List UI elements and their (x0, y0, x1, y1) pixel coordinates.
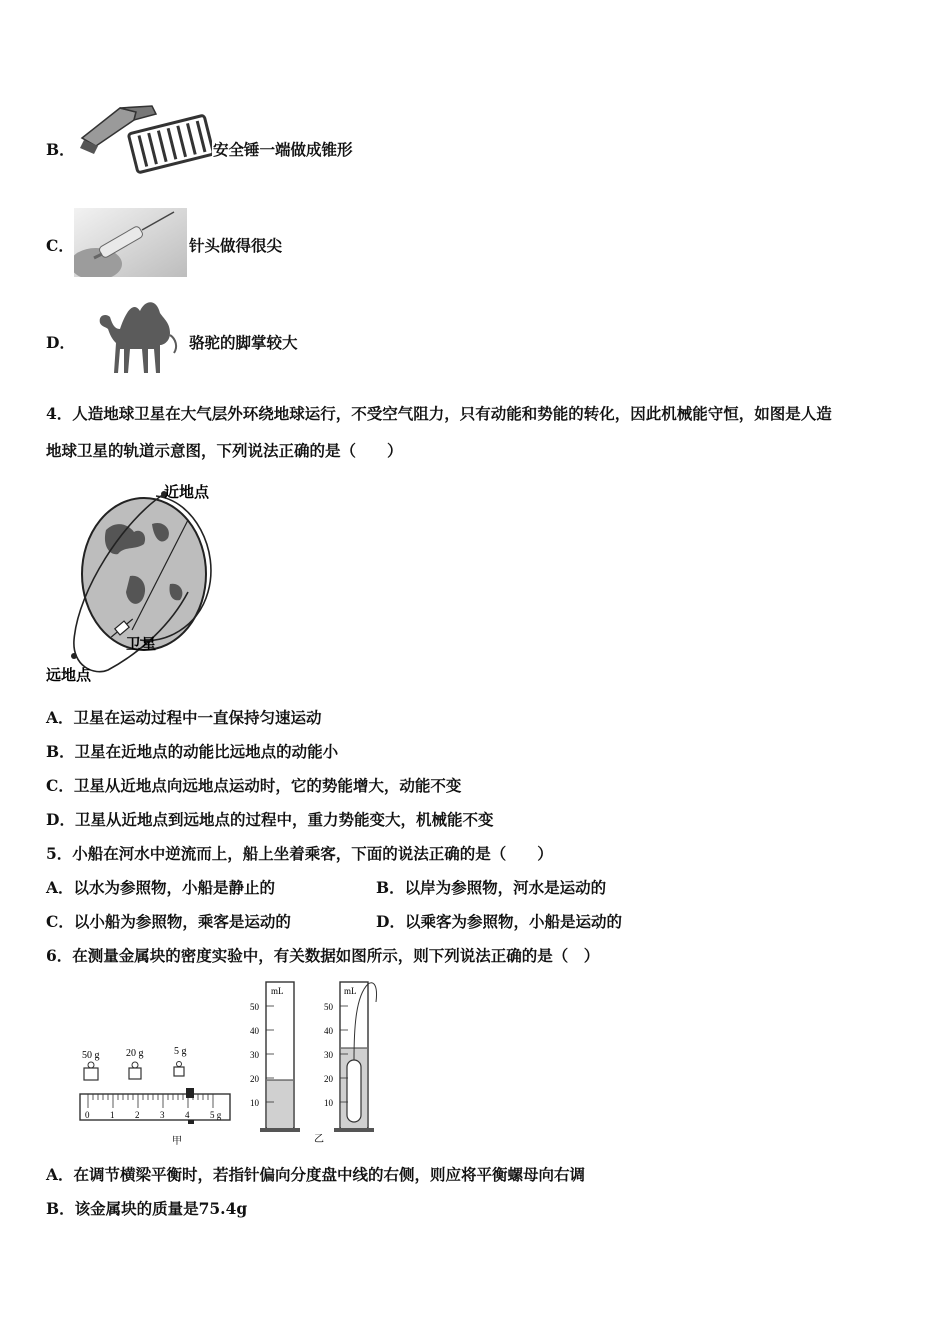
svg-text:40: 40 (324, 1026, 333, 1036)
weight-50g-label: 50 g (82, 1050, 100, 1061)
option-d-text: 骆驼的脚掌较大 (189, 333, 298, 352)
q4-option-c: C．卫星从近地点向远地点运动时，它的势能增大，动能不变 (46, 776, 462, 795)
q5-stem: 5．小船在河水中逆流而上，船上坐着乘客，下面的说法正确的是（ ） (46, 844, 553, 863)
svg-text:30: 30 (324, 1050, 333, 1060)
svg-text:50: 50 (324, 1002, 333, 1012)
svg-text:20: 20 (324, 1074, 333, 1084)
q6-option-a: A．在调节横梁平衡时，若指针偏向分度盘中线的右侧，则应将平衡螺母向右调 (46, 1165, 586, 1184)
syringe-image (74, 208, 187, 277)
q6-stem: 6．在测量金属块的密度实验中，有关数据如图所示，则下列说法正确的是（ ） (46, 946, 600, 965)
q4-option-b: B．卫星在近地点的动能比远地点的动能小 (46, 742, 339, 761)
q5-option-a: A．以水为参照物，小船是静止的 (46, 878, 276, 897)
label-perigee: 近地点 (164, 485, 210, 501)
weight-5g-icon (174, 1062, 184, 1077)
density-experiment-figure (78, 976, 388, 1148)
q5-option-b: B．以岸为参照物，河水是运动的 (376, 878, 607, 897)
svg-text:40: 40 (250, 1026, 259, 1036)
svg-text:2: 2 (135, 1110, 140, 1120)
svg-text:3: 3 (160, 1110, 165, 1120)
q4-option-d: D．卫星从近地点到远地点的过程中，重力势能变大，机械能不变 (46, 810, 494, 829)
option-c-text: 针头做得很尖 (189, 236, 283, 255)
weight-20g-label: 20 g (126, 1048, 144, 1059)
option-b-letter: B． (46, 140, 75, 159)
q4-stem-line1: 4．人造地球卫星在大气层外环绕地球运行，不受空气阻力，只有动能和势能的转化，因此机械能守恒，如图是人造 (46, 404, 832, 423)
balance-beam-scale (80, 1088, 230, 1124)
weight-20g-icon (129, 1062, 141, 1079)
svg-text:10: 10 (250, 1098, 259, 1108)
q4-stem-line2: 地球卫星的轨道示意图，下列说法正确的是（ ） (46, 441, 403, 460)
svg-text:50: 50 (250, 1002, 259, 1012)
weight-50g-icon (84, 1062, 98, 1080)
svg-text:30: 30 (250, 1050, 259, 1060)
option-b-text: 安全锤一端做成锥形 (213, 140, 353, 159)
label-yi: 乙 (314, 1134, 324, 1145)
q5-option-d: D．以乘客为参照物，小船是运动的 (376, 912, 622, 931)
label-jia: 甲 (172, 1136, 182, 1147)
svg-text:0: 0 (85, 1110, 90, 1120)
weight-5g-label: 5 g (174, 1046, 187, 1057)
q5-option-c: C．以小船为参照物，乘客是运动的 (46, 912, 291, 931)
label-apogee: 远地点 (46, 668, 92, 684)
camel-image (90, 293, 186, 377)
svg-text:1: 1 (110, 1110, 115, 1120)
svg-text:20: 20 (250, 1074, 259, 1084)
svg-text:5 g: 5 g (210, 1110, 222, 1120)
svg-text:mL: mL (271, 986, 284, 996)
q6-option-b: B．该金属块的质量是75.4g (46, 1199, 248, 1218)
option-d-letter: D． (46, 333, 75, 352)
svg-text:4: 4 (185, 1110, 190, 1120)
svg-text:mL: mL (344, 986, 357, 996)
measuring-cylinder-water (250, 982, 300, 1132)
measuring-cylinder-with-metal-block (324, 982, 377, 1132)
safety-hammer-image (76, 102, 212, 188)
satellite-orbit-figure (44, 480, 216, 686)
option-c-letter: C． (46, 236, 74, 255)
label-satellite: 卫星 (126, 637, 157, 653)
q4-option-a: A．卫星在运动过程中一直保持匀速运动 (46, 708, 322, 727)
svg-text:10: 10 (324, 1098, 333, 1108)
